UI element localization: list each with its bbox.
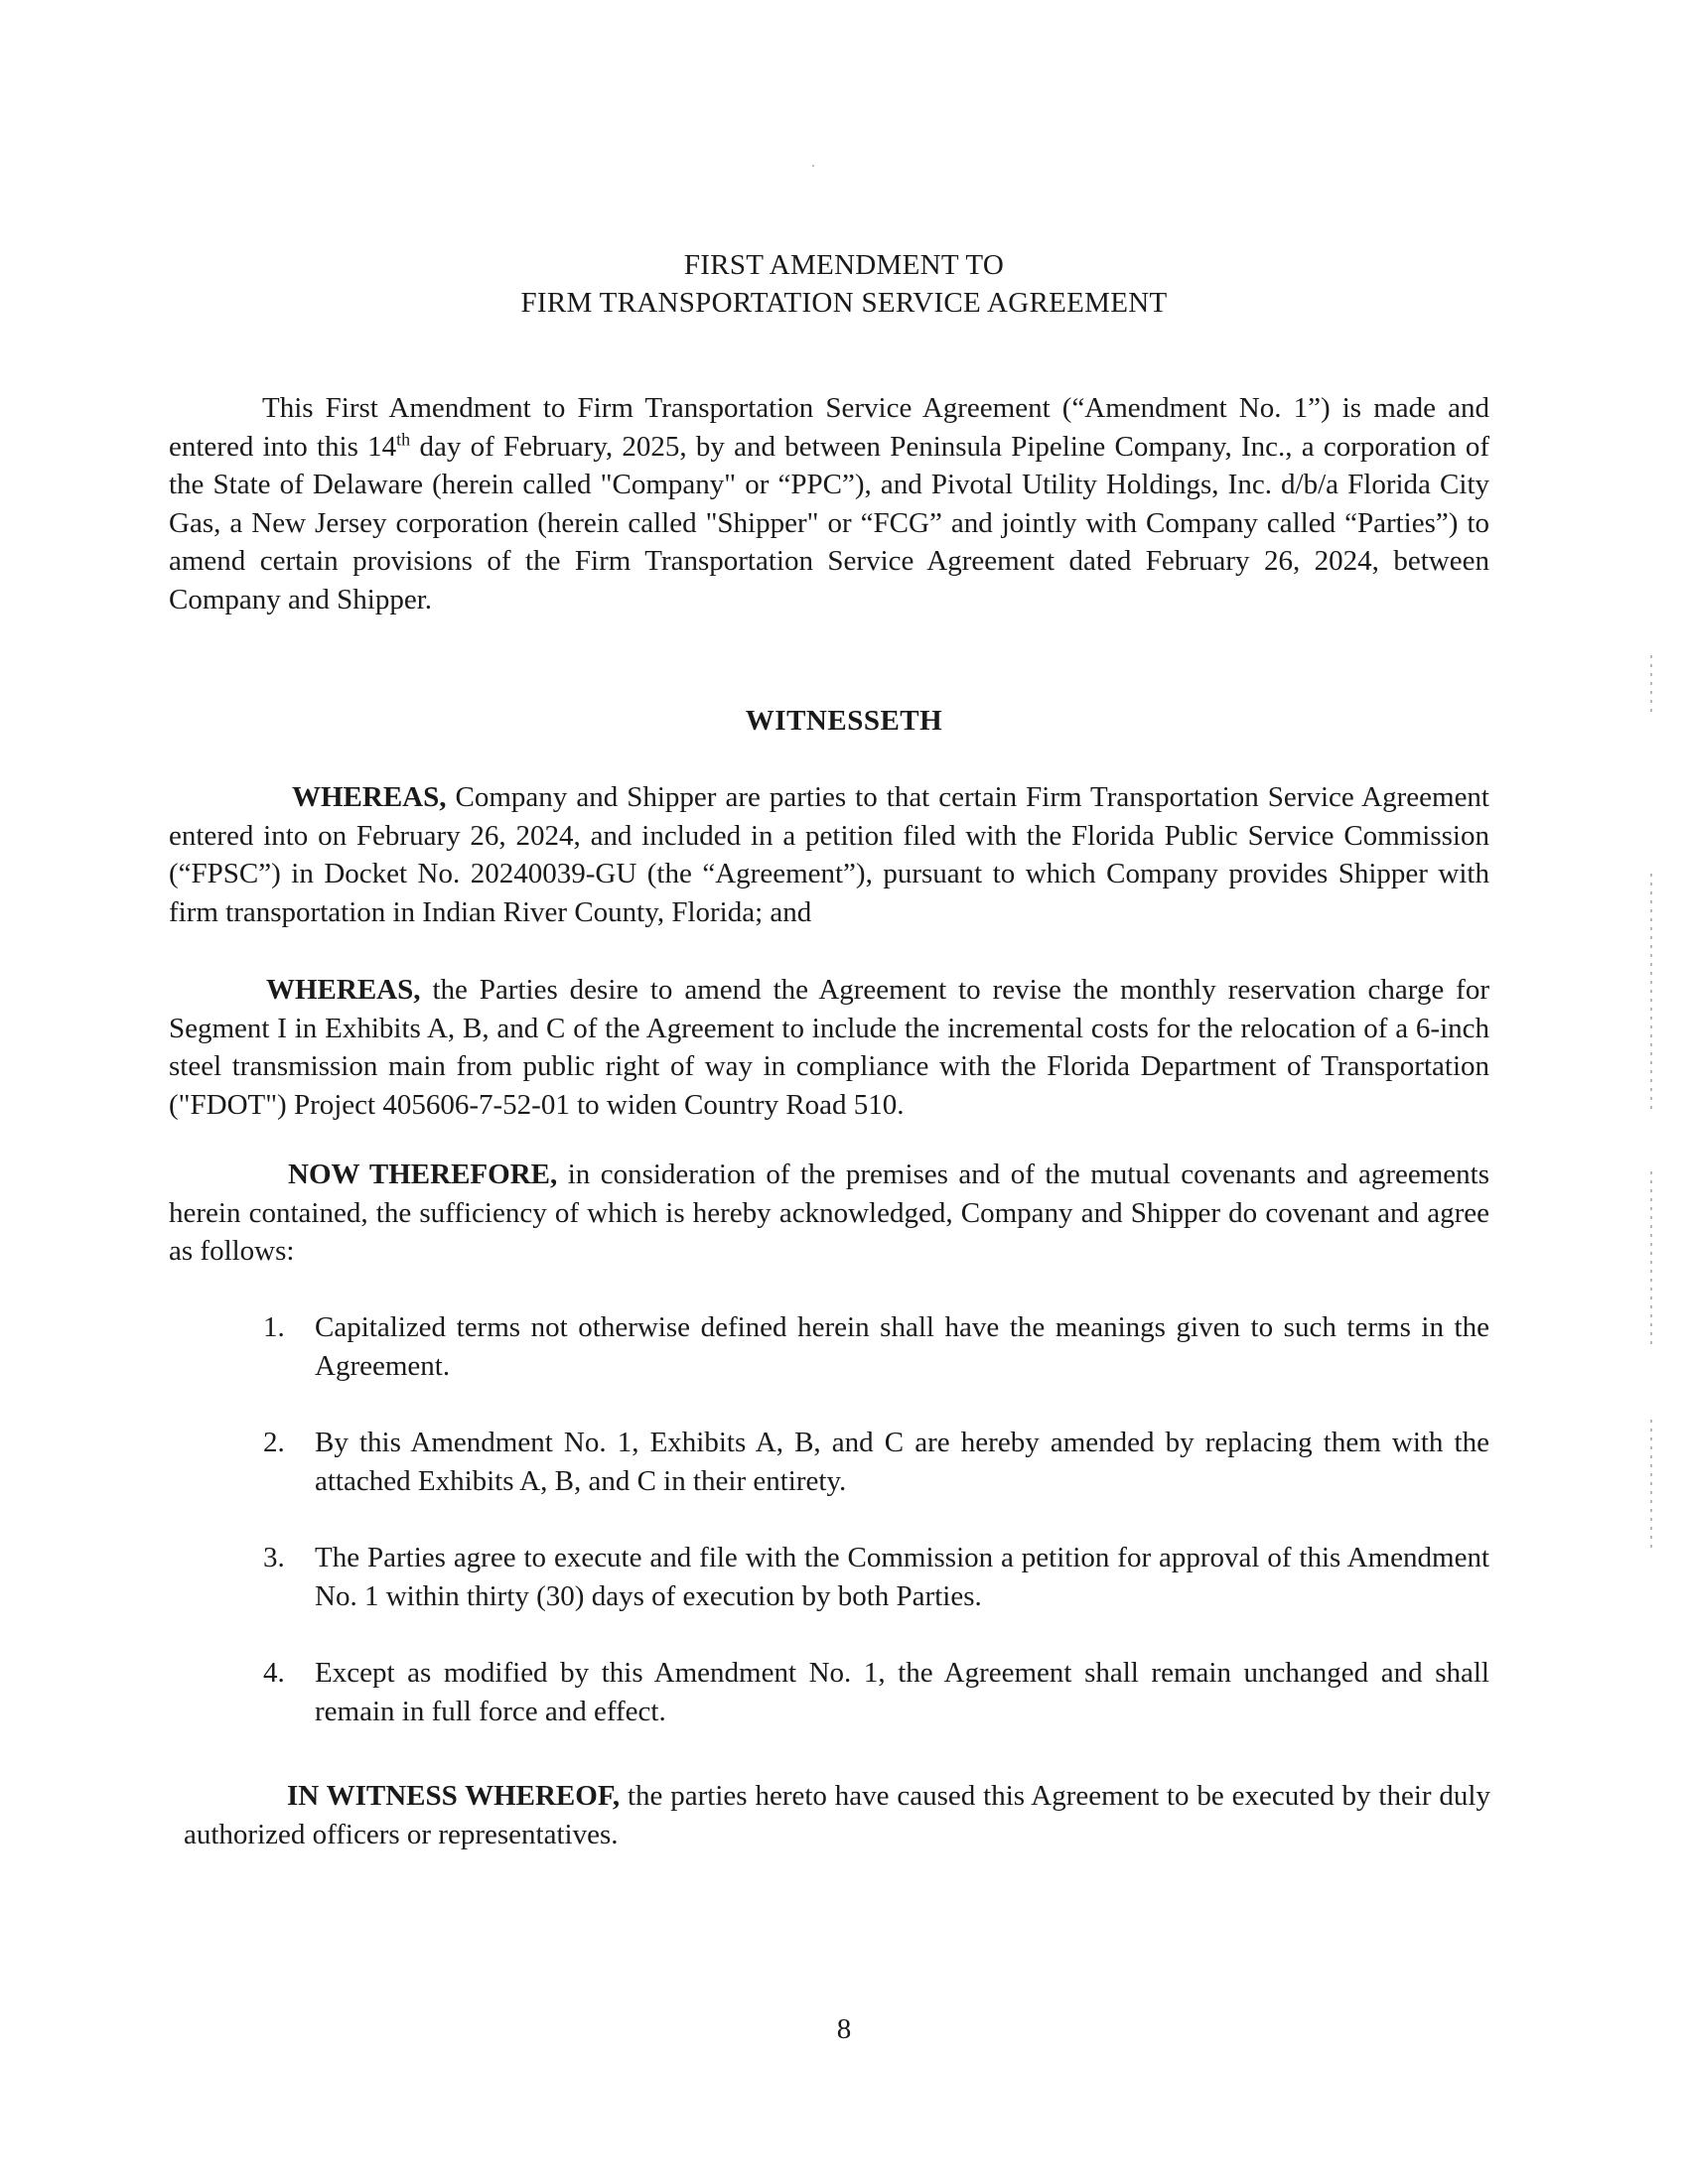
- document-title: [0, 246, 1688, 322]
- list-item-text: By this Amendment No. 1, Exhibits A, B, and C are hereby amended by replacing them with the attached Exhibits A, B, and C in their entirety.: [315, 1427, 1489, 1497]
- scan-artifact: [1650, 874, 1652, 1112]
- intro-paragraph: [169, 389, 1489, 618]
- amendment-terms-list: [263, 1308, 1489, 1769]
- scan-artifact: [1650, 1171, 1652, 1350]
- list-item-text: Except as modified by this Amendment No. 1, the Agreement shall remain unchanged and shall remain in full force and effect.: [315, 1657, 1489, 1727]
- list-item: [263, 1308, 1489, 1385]
- list-item: [263, 1654, 1489, 1730]
- whereas-paragraph-2: [169, 971, 1489, 1124]
- list-item-number: 2.: [263, 1427, 285, 1458]
- whereas-2-text: the Parties desire to amend the Agreement to revise the monthly reservation charge for Segment I in Exhibits A, B, and C of the Agreement to include the incremental costs for the relocation of a 6-inch steel transmission main from public right of way in compliance with the Florida Department of Transportation ("FDOT") Project 405606-7-52-01 to widen Country Road 510.: [169, 974, 1489, 1121]
- scan-artifact: [812, 165, 814, 167]
- now-therefore-paragraph: [169, 1156, 1489, 1271]
- in-witness-paragraph: [184, 1777, 1490, 1853]
- title-line-2: FIRM TRANSPORTATION SERVICE AGREEMENT: [520, 287, 1168, 319]
- scan-artifact: [1650, 1420, 1652, 1549]
- in-witness-text: the parties hereto have caused this Agreement to be executed by their duly authorized officers or representatives.: [184, 1780, 1490, 1850]
- whereas-1-text: Company and Shipper are parties to that certain Firm Transportation Service Agreement entered into on February 26, 2024, and included in a petition filed with the Florida Public Service Commission (“FPSC”) in Docket No. 20240039-GU (the “Agreement”), pursuant to which Company provides Shipper with firm transportation in Indian River County, Florida; and: [169, 781, 1489, 928]
- in-witness-lead: IN WITNESS WHEREOF,: [287, 1780, 621, 1812]
- whereas-2-lead: WHEREAS,: [266, 974, 421, 1006]
- now-therefore-lead: NOW THEREFORE,: [288, 1159, 558, 1190]
- list-item: [263, 1539, 1489, 1615]
- witnesseth-heading: WITNESSETH: [745, 705, 943, 737]
- list-item-number: 1.: [263, 1311, 285, 1343]
- page-number: 8: [836, 2013, 852, 2045]
- whereas-paragraph-1: [169, 778, 1489, 931]
- now-therefore-text: in consideration of the premises and of the mutual covenants and agreements herein contained, the sufficiency of which is hereby acknowledged, Company and Shipper do covenant and agree as follows:: [169, 1159, 1489, 1267]
- list-item-number: 4.: [263, 1657, 285, 1689]
- whereas-1-lead: WHEREAS,: [292, 781, 447, 813]
- title-line-1: FIRST AMENDMENT TO: [683, 249, 1005, 281]
- intro-superscript: th: [396, 428, 411, 449]
- list-item-text: The Parties agree to execute and file with the Commission a petition for approval of this Amendment No. 1 within thirty (30) days of execution by both Parties.: [315, 1542, 1489, 1612]
- list-item-text: Capitalized terms not otherwise defined herein shall have the meanings given to such terms in the Agreement.: [315, 1311, 1489, 1382]
- intro-text-part1: This First Amendment to Firm Transportation Service Agreement (“Amendment No. 1”) is made and entered into this 14: [169, 392, 1489, 463]
- scan-artifact: [1650, 655, 1652, 715]
- list-item-number: 3.: [263, 1542, 285, 1573]
- intro-text-part2: day of February, 2025, by and between Peninsula Pipeline Company, Inc., a corporation of the State of Delaware (herein called "Company" or “PPC”), and Pivotal Utility Holdings, Inc. d/b/a Florida City Gas, a New Jersey corporation (herein called "Shipper" or “FCG” and jointly with Company called “Parties”) to amend certain provisions of the Firm Transportation Service Agreement dated February 26, 2024, between Company and Shipper.: [169, 430, 1490, 615]
- list-item: [263, 1424, 1489, 1500]
